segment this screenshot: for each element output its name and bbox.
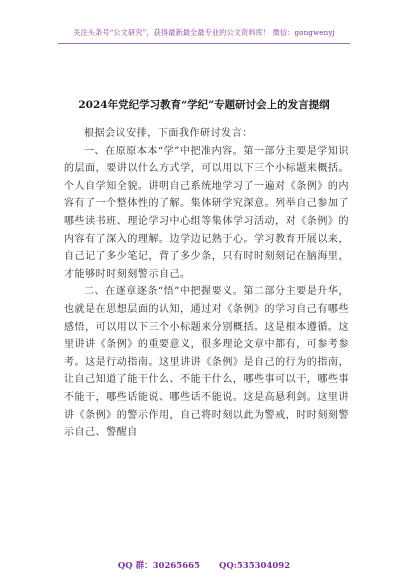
document-body xyxy=(64,125,349,442)
header-divider xyxy=(58,43,350,44)
footer-contact xyxy=(0,559,408,571)
paragraph-intro: 根据会议安排，下面我作研讨发言： xyxy=(84,128,253,139)
footer-qq-group: QQ 群：30265665 xyxy=(117,561,200,571)
header-banner: 关注头条号“公文研究”，获得最新最全最专业的公文资料库！ 微信：gongwenyj xyxy=(73,28,335,37)
paragraph-section-2: 二、在逐章逐条“悟”中把握要义。第二部分主要是升华，也就是在思想层面的认知，通过对《条例》的学习自己有哪些感悟，可以用以下三个小标题来分别概括。这是根本遵循。这里讲讲《条例》的重要意义，很多理论文章中都有，可参考参考。这是行动指南。这里讲讲《条例》是自己的行为的指南，让自己知道了能干什么、不能干什么，哪些事可以干，哪些事不能干，哪些话能说、哪些话不能说。这是高悬利剑。这里讲讲《条例》的警示作用，自己将时刻以此为警戒，时时刻刻警示自己、警醒自 xyxy=(64,286,349,439)
footer-qq: QQ:535304092 xyxy=(218,561,291,571)
document-title: 2024年党纪学习教育“学纪”专题研讨会上的发言提纲 xyxy=(78,99,330,111)
paragraph-section-1: 一、在原原本本“学”中把准内容。第一部分主要是学知识的层面，要讲以什么方式学，可以用以下三个小标题来概括。个人自学知全貌。讲明自己系统地学习了一遍对《条例》的内容有了一个整体性的了解。集体研学究深意。列举自己参加了哪些读书班、理论学习中心组等集体学习活动，对《条例》的内容有了深入的理解。边学边记熟于心。学习教育开展以来，自己记了多少笔记，背了多少条，只有时时刻刻记在脑海里，才能够时时刻刻警示自己。 xyxy=(64,145,349,280)
